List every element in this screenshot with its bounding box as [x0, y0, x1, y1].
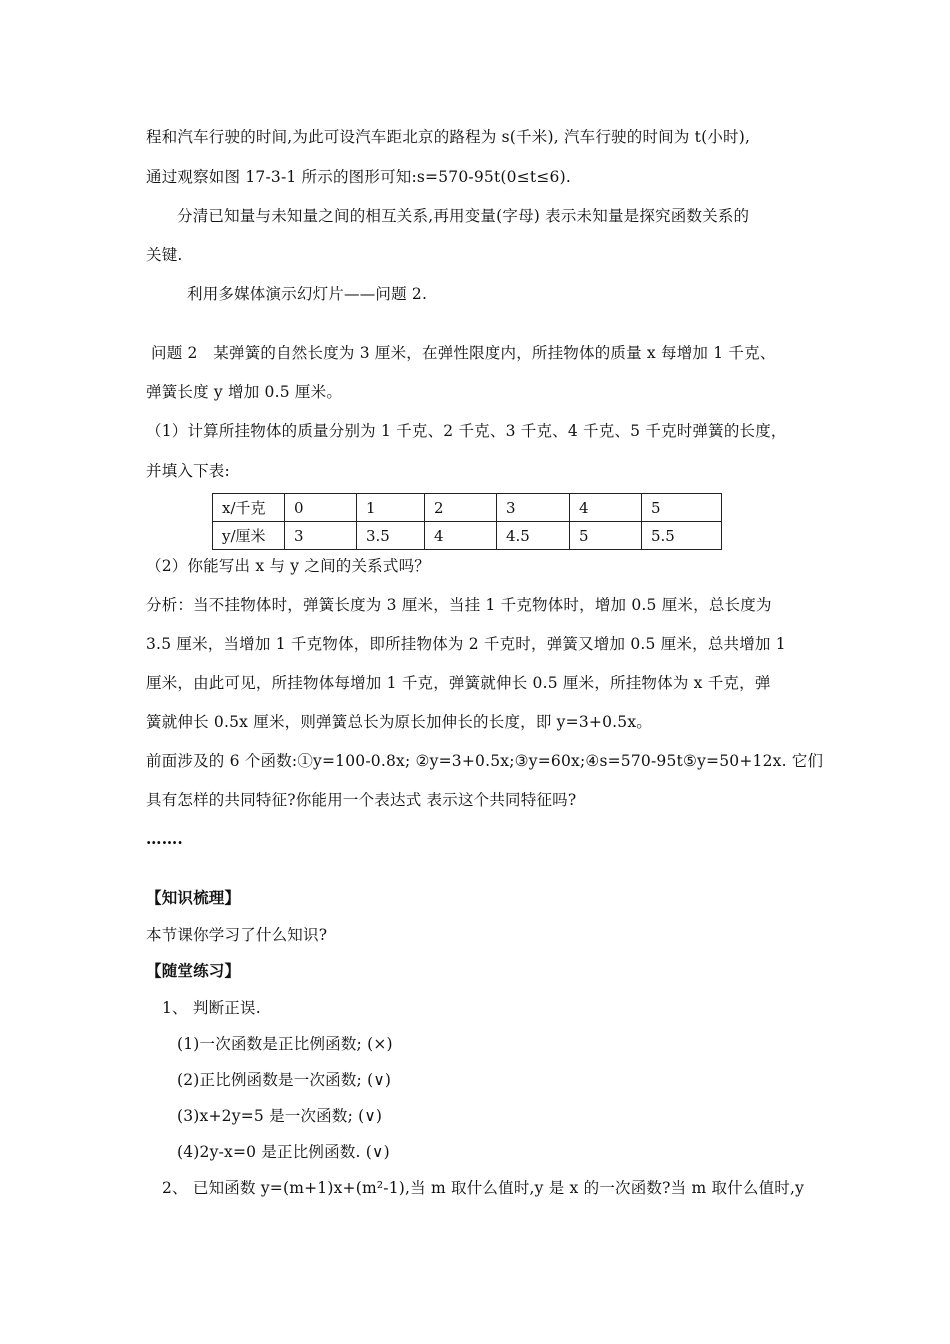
text-line: 本节课你学习了什么知识? [146, 926, 328, 944]
ellipsis: ……. [146, 829, 183, 848]
exercise-1: 1、 判断正误. [162, 999, 261, 1017]
section-heading-practice: 【随堂练习】 [146, 961, 241, 980]
subquestion-1: 并填入下表: [146, 462, 230, 480]
table-cell: 5 [570, 522, 642, 550]
section-heading-knowledge: 【知识梳理】 [146, 888, 241, 907]
subquestion-2: （2）你能写出 x 与 y 之间的关系式吗？ [146, 557, 430, 575]
table-cell: 4.5 [497, 522, 570, 550]
table-cell: 3 [285, 522, 357, 550]
analysis-line: 簧就伸长 0.5x 厘米，则弹簧总长为原长加伸长的长度，即 y=3+0.5x。 [146, 713, 652, 731]
table-cell: 1 [357, 494, 425, 522]
exercise-item: (2)正比例函数是一次函数; (∨) [177, 1071, 392, 1089]
table-cell: 5 [642, 494, 722, 522]
table-cell: 3 [497, 494, 570, 522]
spring-length-table [212, 493, 722, 550]
text-line: 利用多媒体演示幻灯片——问题 2. [187, 285, 428, 303]
functions-line: 具有怎样的共同特征?你能用一个表达式 表示这个共同特征吗? [146, 791, 577, 809]
analysis-line: 厘米，由此可见，所挂物体每增加 1 千克，弹簧就伸长 0.5 厘米，所挂物体为 x 千克，弹 [146, 674, 771, 692]
problem-2-line: 问题 2 某弹簧的自然长度为 3 厘米，在弹性限度内，所挂物体的质量 x 每增加 1 千克、 [151, 344, 776, 362]
text-line: 程和汽车行驶的时间,为此可设汽车距北京的路程为 s(千米), 汽车行驶的时间为 t(小时), [146, 128, 751, 146]
functions-line: 前面涉及的 6 个函数:①y=100-0.8x; ②y=3+0.5x;③y=60x;④s=570-95t⑤y=50+12x. 它们 [146, 752, 824, 770]
table-cell: 5.5 [642, 522, 722, 550]
subquestion-1: （1）计算所挂物体的质量分别为 1 千克、2 千克、3 千克、4 千克、5 千克时弹簧的长度， [146, 422, 787, 440]
table-row [213, 494, 722, 522]
table-cell: x/千克 [213, 494, 285, 522]
problem-2-line: 弹簧长度 y 增加 0.5 厘米。 [146, 383, 343, 401]
exercise-item: (1)一次函数是正比例函数; (×) [177, 1035, 393, 1053]
text-line: 通过观察如图 17-3-1 所示的图形可知:s=570-95t(0≤t≤6). [146, 168, 571, 186]
text-line: 分清已知量与未知量之间的相互关系,再用变量(字母) 表示未知量是探究函数关系的 [177, 207, 750, 225]
exercise-item: (3)x+2y=5 是一次函数; (∨) [177, 1107, 383, 1125]
table-cell: 2 [425, 494, 497, 522]
table-cell: 4 [425, 522, 497, 550]
table-cell: 4 [570, 494, 642, 522]
table-cell: y/厘米 [213, 522, 285, 550]
text-line: 关键. [146, 246, 183, 264]
table-row [213, 522, 722, 550]
exercise-item: (4)2y-x=0 是正比例函数. (∨) [177, 1143, 390, 1161]
analysis-line: 3.5 厘米，当增加 1 千克物体，即所挂物体为 2 千克时，弹簧又增加 0.5 厘米，总共增加 1 [146, 635, 786, 653]
table-cell: 3.5 [357, 522, 425, 550]
table-cell: 0 [285, 494, 357, 522]
analysis-line: 分析：当不挂物体时，弹簧长度为 3 厘米，当挂 1 千克物体时，增加 0.5 厘米，总长度为 [146, 596, 772, 614]
exercise-2: 2、 已知函数 y=(m+1)x+(m²-1),当 m 取什么值时,y 是 x 的一次函数?当 m 取什么值时,y [162, 1179, 805, 1197]
